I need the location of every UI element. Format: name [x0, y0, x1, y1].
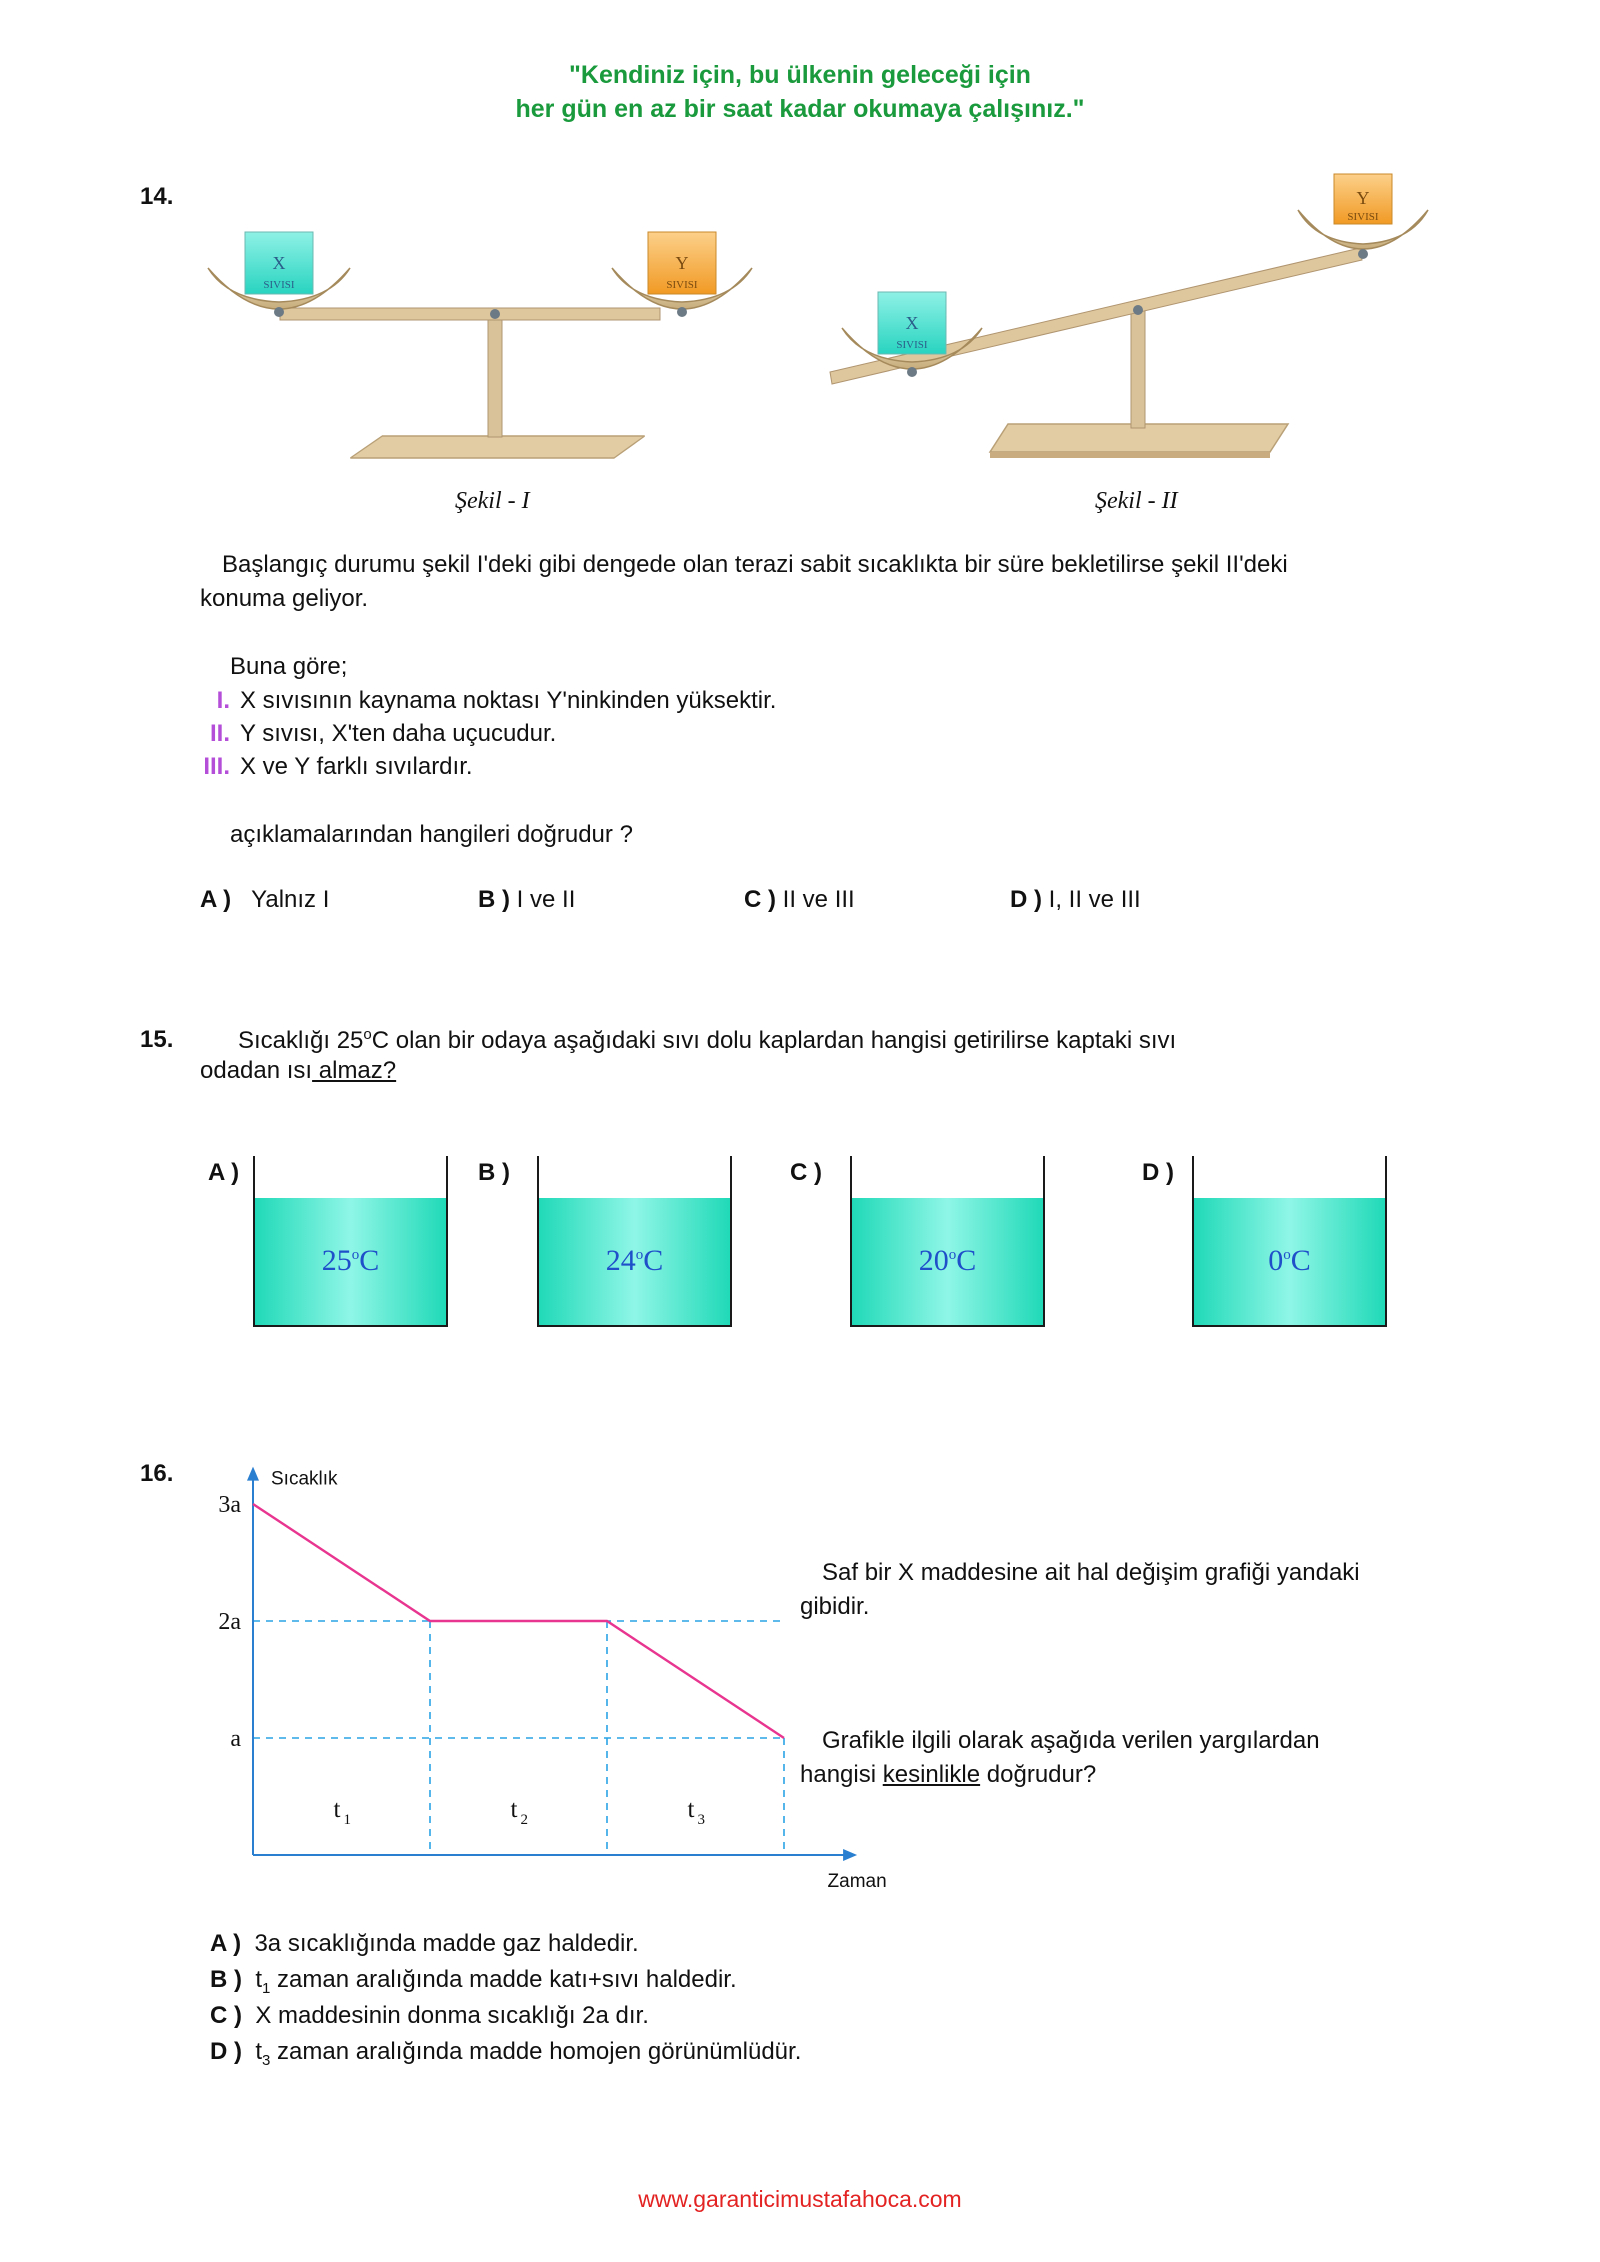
beaker-a-temp	[254, 1244, 447, 1278]
roman-numeral: II.	[209, 720, 230, 747]
stem-text: hangisi	[800, 1761, 883, 1788]
interval-subscript: 2	[520, 1812, 528, 1828]
label-sivisi: SIVISI	[1347, 211, 1379, 223]
temp-value: 20	[918, 1244, 949, 1277]
subscript: 1	[262, 1979, 271, 1997]
y-axis-title: Sıcaklık	[271, 1468, 338, 1490]
option-text: 3a sıcaklığında madde gaz haldedir.	[254, 1930, 639, 1957]
beam	[280, 308, 660, 320]
option-text: X maddesinin donma sıcaklığı 2a dır.	[255, 2002, 649, 2029]
figure-2-caption: Şekil - II	[1095, 488, 1178, 514]
stem-text: odadan ısı	[200, 1057, 313, 1084]
degree-symbol: o	[948, 1247, 957, 1263]
q16-side-para-1-line-1: Saf bir X maddesine ait hal değişim grafiği yandaki	[822, 1559, 1360, 1586]
option-label: C )	[210, 2002, 242, 2029]
base-board	[350, 436, 644, 458]
option-label: A )	[200, 886, 232, 913]
label-sivisi: SIVISI	[896, 339, 928, 351]
statement-text: X sıvısının kaynama noktası Y'ninkinden yüksektir.	[240, 687, 777, 714]
interval-subscript: 1	[343, 1812, 351, 1828]
stem-text: C olan bir odaya aşağıdaki sıvı dolu kaplardan hangisi getirilirse kaptaki sıvı	[371, 1027, 1177, 1054]
temp-unit: C	[956, 1244, 977, 1277]
pivot-bolt	[490, 309, 500, 319]
q16-side-para-2-line-2	[800, 1758, 1096, 1792]
pan-bolt	[1358, 249, 1368, 259]
q14-option-d[interactable]	[1010, 883, 1141, 917]
base-board-edge	[990, 452, 1270, 458]
balance-figure-2	[830, 174, 1428, 458]
label-sivisi: SIVISI	[263, 279, 295, 291]
beaker-d-temp	[1193, 1244, 1386, 1278]
statement-3	[190, 750, 473, 784]
q16-option-d[interactable]	[210, 2035, 801, 2078]
stem-underlined: kesinlikle	[882, 1761, 981, 1788]
statement-text: X ve Y farklı sıvılardır.	[240, 753, 473, 780]
beaker-b-temp	[538, 1244, 731, 1278]
beaker-c[interactable]	[851, 1156, 1044, 1326]
roman-numeral: III.	[203, 753, 230, 780]
option-text: t	[255, 1966, 263, 1993]
statement-text: Y sıvısı, X'ten daha uçucudur.	[240, 720, 557, 747]
label-x: X	[905, 313, 919, 333]
label-y: Y	[675, 253, 689, 273]
interval-label: t	[333, 1796, 341, 1823]
q14-question: açıklamalarından hangileri doğrudur ?	[230, 821, 633, 848]
stem-text: Sıcaklığı 25	[238, 1027, 364, 1054]
statement-1	[190, 684, 776, 718]
motto-line-1: "Kendiniz için, bu ülkenin geleceği için	[569, 61, 1031, 89]
stem-underlined: almaz?	[312, 1057, 397, 1084]
question-16-number: 16.	[140, 1460, 174, 1487]
temp-value: 0	[1268, 1244, 1284, 1277]
option-label: D )	[1010, 886, 1042, 913]
q15-option-a-label[interactable]: A )	[208, 1159, 240, 1186]
option-text: I ve II	[516, 886, 576, 913]
option-text: zaman aralığında madde homojen görünümlüdür.	[270, 2038, 802, 2065]
pan-bolt	[677, 307, 687, 317]
option-label: B )	[478, 886, 510, 913]
option-text: Yalnız I	[251, 886, 330, 913]
balance-figures	[190, 160, 1450, 460]
pan-bolt	[274, 307, 284, 317]
x-axis-arrow	[843, 1849, 857, 1861]
x-axis-title: Zaman	[827, 1871, 887, 1892]
q16-side-para-2-line-1: Grafikle ilgili olarak aşağıda verilen yargılardan	[822, 1727, 1320, 1754]
interval-label: t	[687, 1796, 695, 1823]
figure-1-caption: Şekil - I	[455, 488, 530, 514]
option-text: t	[255, 2038, 263, 2065]
degree-symbol: o	[351, 1247, 360, 1263]
beakers	[0, 1150, 1600, 1330]
q15-stem-line-2	[200, 1054, 396, 1088]
question-15-number: 15.	[140, 1026, 174, 1053]
label-y: Y	[1356, 188, 1370, 208]
q14-stem-line-2: konuma geliyor.	[200, 585, 369, 612]
option-label: D )	[210, 2038, 242, 2065]
q14-option-b[interactable]	[478, 883, 575, 917]
temp-unit: C	[643, 1244, 664, 1277]
y-tick-label: 3a	[218, 1492, 241, 1518]
interval-label: t	[510, 1796, 518, 1823]
option-text: II ve III	[782, 886, 855, 913]
option-label: C )	[744, 886, 776, 913]
stand-post	[1131, 310, 1145, 428]
q14-stem-line-1: Başlangıç durumu şekil I'deki gibi dengede olan terazi sabit sıcaklıkta bir süre bekletilirse şekil II'deki	[222, 551, 1288, 578]
beaker-d[interactable]	[1193, 1156, 1386, 1326]
option-label: A )	[210, 1930, 242, 1957]
y-axis-arrow	[247, 1467, 259, 1481]
chart-labels	[218, 1469, 886, 1892]
q15-option-b-label[interactable]: B )	[478, 1159, 510, 1186]
temp-value: 25	[321, 1244, 352, 1277]
option-text: I, II ve III	[1048, 886, 1141, 913]
q16-side-para-1-line-2: gibidir.	[800, 1593, 870, 1620]
statement-2	[190, 717, 556, 751]
label-x: X	[272, 253, 286, 273]
motto-line-2: her gün en az bir saat kadar okumaya çalışınız."	[515, 95, 1085, 123]
stem-text: doğrudur?	[980, 1761, 1097, 1788]
option-text: zaman aralığında madde katı+sıvı haldedir.	[270, 1966, 737, 1993]
degree-symbol: o	[635, 1247, 644, 1263]
temp-unit: C	[1290, 1244, 1311, 1277]
phase-change-chart	[200, 1455, 900, 1910]
pan-bolt	[907, 367, 917, 377]
q15-option-c-label[interactable]: C )	[790, 1159, 822, 1186]
temp-value: 24	[605, 1244, 636, 1277]
q15-option-d-label[interactable]: D )	[1142, 1159, 1174, 1186]
footer-website-link[interactable]: www.garanticimustafahoca.com	[638, 2186, 962, 2212]
option-label: B )	[210, 1966, 242, 1993]
stand-post	[488, 320, 502, 437]
q14-option-c[interactable]	[744, 883, 855, 917]
question-14-number: 14.	[140, 183, 174, 210]
y-tick-label: 2a	[218, 1609, 241, 1635]
q16-option-a[interactable]	[210, 1927, 639, 1961]
degree-symbol: o	[1283, 1247, 1291, 1263]
temp-unit: C	[359, 1244, 380, 1277]
label-sivisi: SIVISI	[666, 279, 698, 291]
q14-lead: Buna göre;	[230, 653, 348, 680]
balance-figure-1	[208, 232, 752, 458]
beaker-c-temp	[851, 1244, 1044, 1278]
q15-stem-line-1	[238, 1018, 1176, 1058]
interval-subscript: 3	[697, 1812, 705, 1828]
beaker-b[interactable]	[538, 1156, 731, 1326]
pivot-bolt	[1133, 305, 1143, 315]
roman-numeral: I.	[216, 687, 230, 714]
q16-option-c[interactable]	[210, 1999, 649, 2033]
y-tick-label: a	[230, 1726, 241, 1752]
degree-symbol: o	[363, 1026, 372, 1043]
beaker-a[interactable]	[254, 1156, 447, 1326]
subscript: 3	[262, 2051, 271, 2069]
q14-option-a[interactable]	[200, 883, 329, 917]
